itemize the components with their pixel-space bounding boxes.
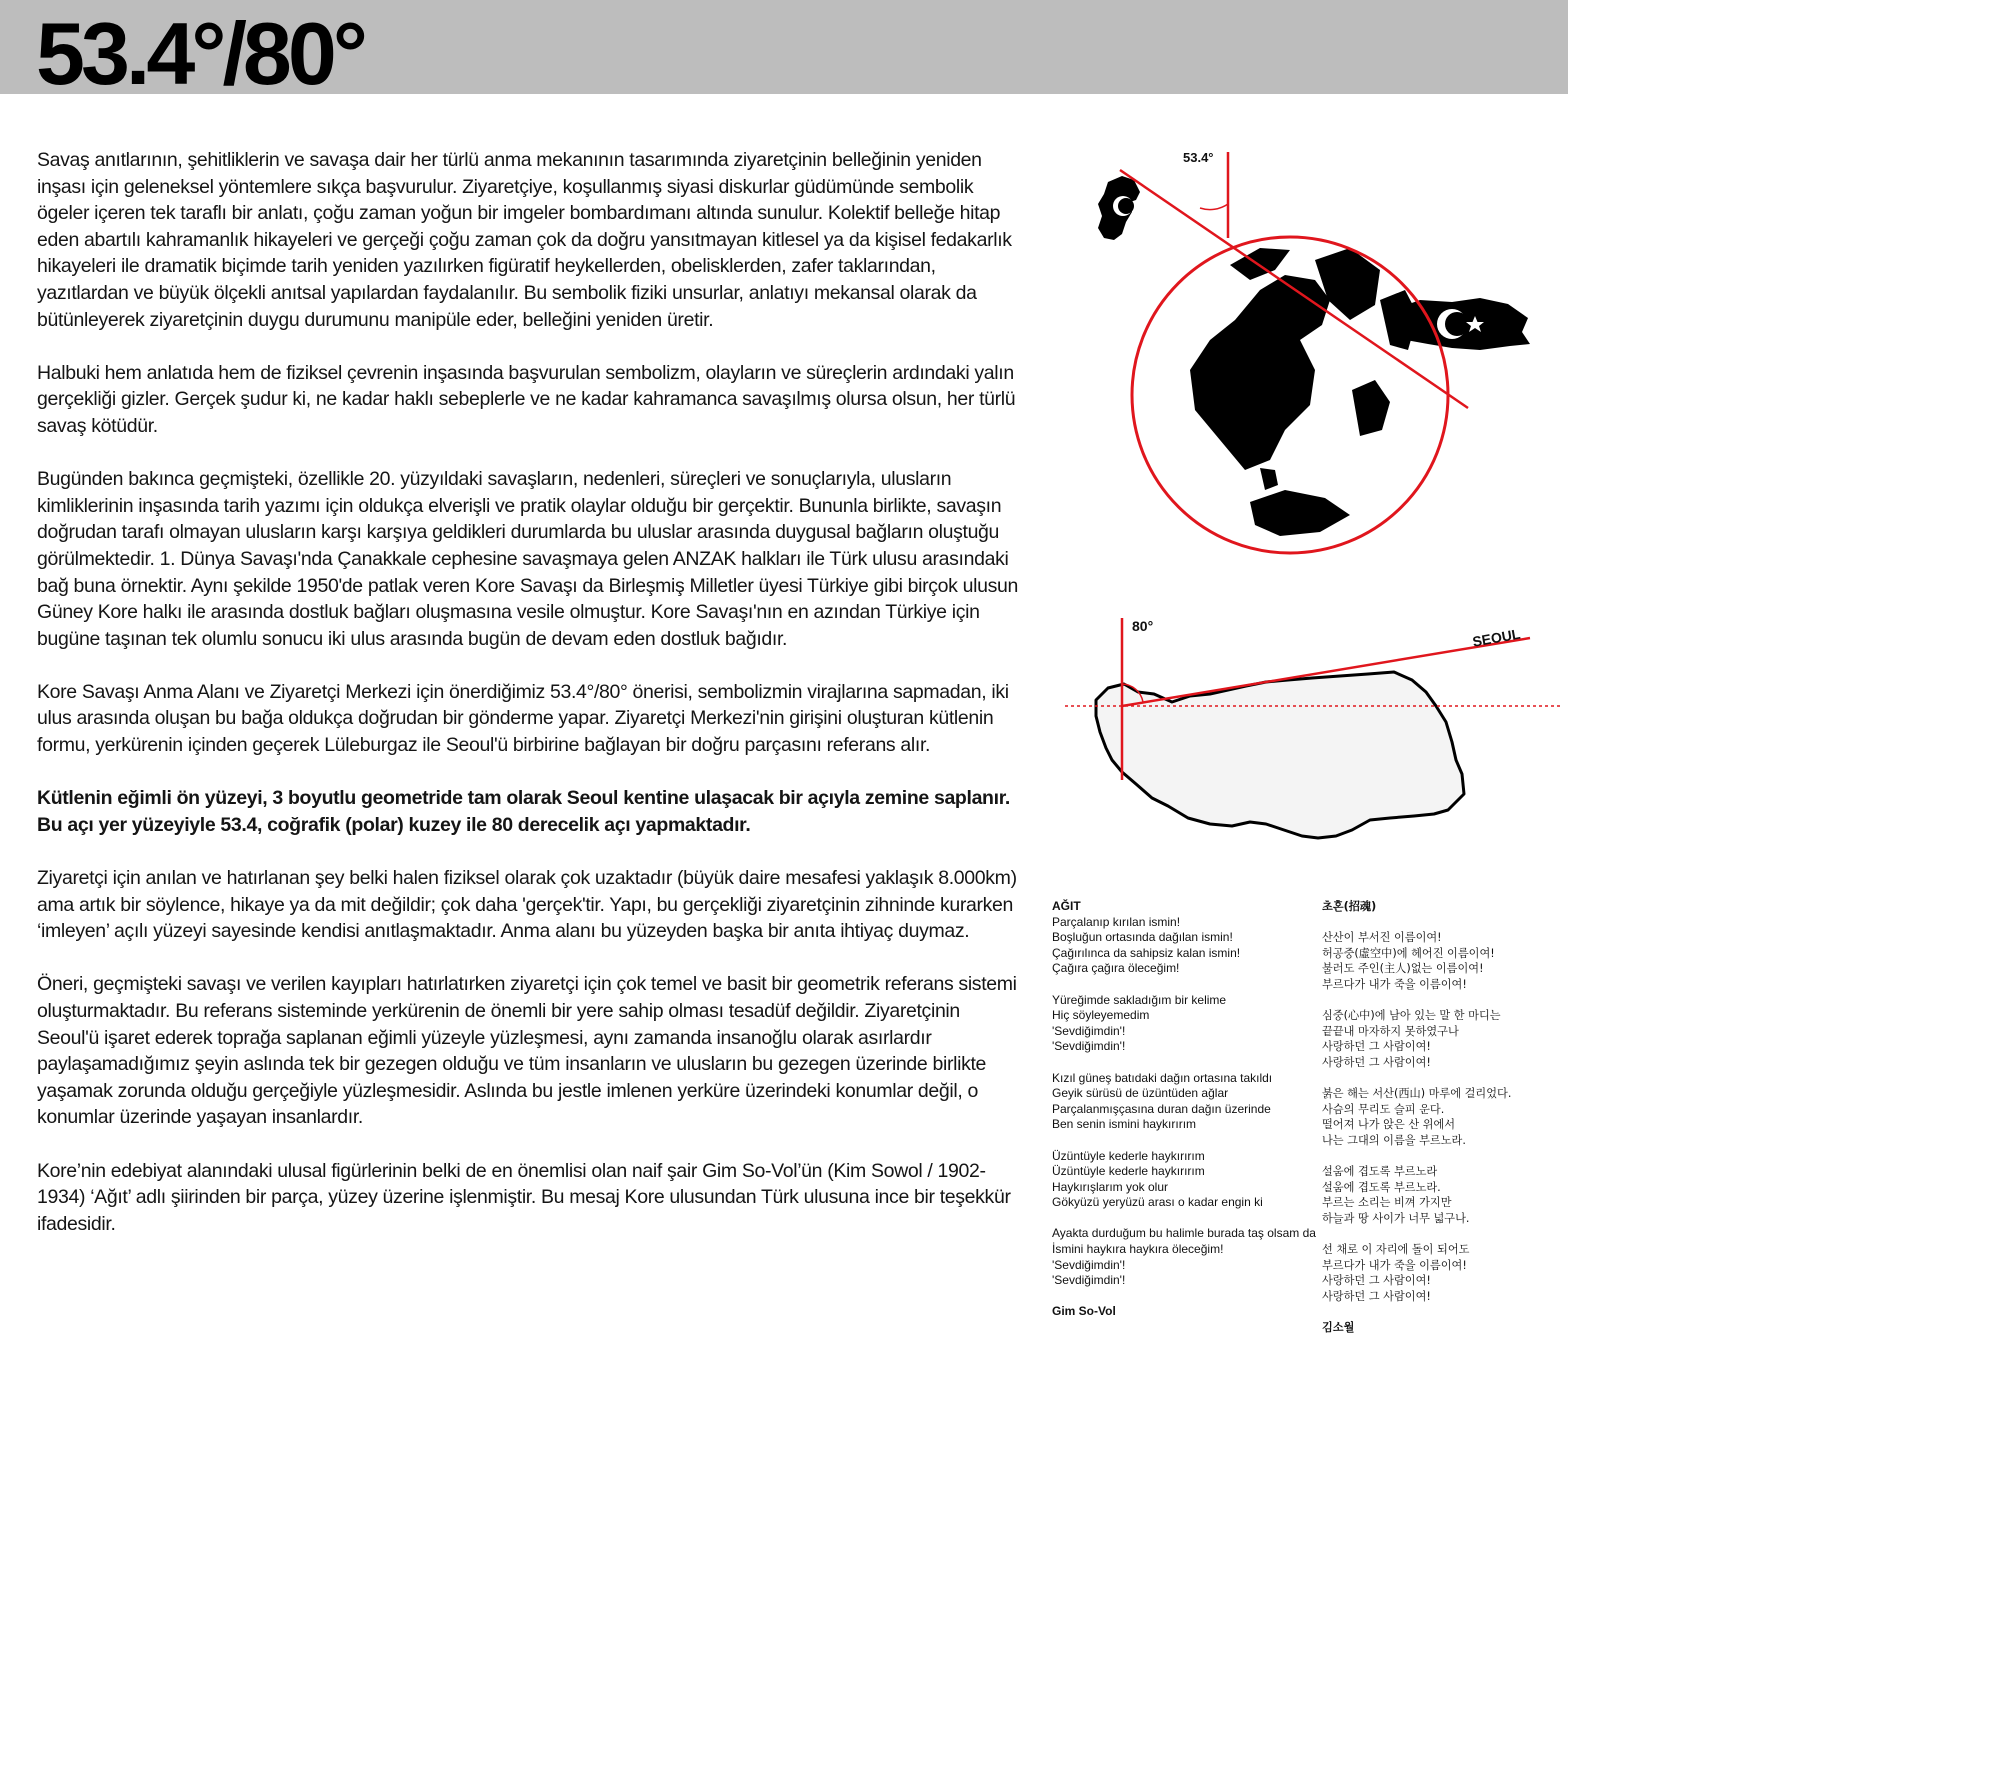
paragraph-6: Ziyaretçi için anılan ve hatırlanan şey belki halen fiziksel olarak çok uzaktadır (büyük daire mesafesi yaklaşık 8.000km) ama artık bir söylence, hikaye ya da mit değildir; çok daha 'gerçek'tir. Yapı, bu gerçekliği ziyaretçinin zihninde kurarken ‘imleyen’ açılı yüzeyi sayesinde kendisi anıtlaşmaktadır. Anma alanı bu yüzeyden başka bir anıta ihtiyaç duymaz. [37,867,1017,943]
poem-line: 사랑하던 그 사람이여! [1322,1274,1431,1288]
poem-line: 부르다가 내가 죽을 이름이여! [1322,1258,1467,1272]
poem-line: 부르다가 내가 죽을 이름이여! [1322,977,1467,991]
poem-stanza [1322,1164,1562,1226]
poem-stanza [1322,1008,1562,1070]
poem-line: Üzüntüyle kederle haykırırım [1052,1164,1205,1179]
page-title: 53.4°/80° [36,4,364,103]
poem-line: 'Sevdiğimdin'! [1052,1257,1126,1272]
poem-line: 사슴의 무리도 슬피 운다. [1322,1102,1445,1116]
poem-line: 사랑하던 그 사람이여! [1322,1040,1431,1054]
poem-line: 하늘과 땅 사이가 너무 넓구나. [1322,1211,1470,1225]
poem-line: Parçalanıp kırılan ismin! [1052,914,1181,929]
globe-diagram [1060,140,1560,560]
poem-stanza [1322,1086,1562,1148]
poem-line: 설움에 겹도록 부르노라 [1322,1165,1438,1179]
poem-line: 나는 그대의 이름을 부르노라. [1322,1133,1466,1147]
poem-stanza [1052,993,1332,1055]
poem-line: 떨어져 나가 앉은 산 위에서 [1322,1118,1456,1132]
paragraph-1: Savaş anıtlarının, şehitliklerin ve savaşa dair her türlü anma mekanının tasarımında ziyaretçinin belleğinin yeniden inşası için geleneksel yöntemlere sıkça başvurulur. Ziyaretçiye, koşullanmış siyasi diskurlar güdümünde sembolik ögeler içeren tek taraflı bir anlatı, çoğu zaman yoğun bir imgeler bombardımanı altında sunulur. Kolektif belleğe hitap eden abartılı kahramanlık hikayeleri ve gerçeği çoğu zaman çok da doğru yansıtmayan kitlesel ya da kişisel fedakarlık hikayeleri ile dramatik biçimde tarih yeniden yazılırken figüratif heykellerden, obelisklerden, zafer taklarından, yazıtlardan ve büyük ölçekli anıtsal yapılardan faydalanılır. Bu sembolik fiziki unsurlar, anlatıyı mekansal olarak da bütünleyerek ziyaretçinin duygu durumunu manipüle eder, belleğini yeniden üretir. [37,149,1012,331]
poem-line: 산산이 부서진 이름이여! [1322,931,1442,945]
paragraph-7: Öneri, geçmişteki savaşı ve verilen kayıpları hatırlatırken ziyaretçi için çok temel ve basit bir geometrik referans sistemi oluşturmaktadır. Bu referans sisteminde yerkürenin de önemli bir yere sahip olması tesadüf değildir. Ziyaretçinin Seoul'ü işaret ederek toprağa saplanan eğimli yüzeyle yüzleşmesi, aynı zamanda insanoğlu olarak asırlardır paylaşamadığımız şeyin aslında tek bir gezegen olduğu ve tüm insanların ve ulusların bu gezegen üzerinde birlikte yaşamak zorunda olduğu gerçeğiyle yüzleşmesidir. Aslında bu jestle imlenen yerküre üzerindeki konumlar değil, o konumlar üzerinde yaşayan insanlardır. [37,973,1017,1129]
poem-turkish [1052,899,1332,1320]
poem-stanza [1052,1071,1332,1133]
paragraph-2: Halbuki hem anlatıda hem de fiziksel çevrenin inşasında başvurulan sembolizm, olayların ve süreçlerin ardındaki yalın gerçekliği gizler. Gerçek şudur ki, ne kadar haklı sebeplerle ve ne kadar kahramanca savaşılmış olursa olsun, her türlü savaş kötüdür. [37,361,1016,437]
poem-stanza [1052,1226,1332,1288]
poem-line: Ben senin ismini haykırırım [1052,1117,1197,1132]
poem-stanza [1322,1242,1562,1304]
poem-line: 사랑하던 그 사람이여! [1322,1289,1431,1303]
poem-line: İsmini haykıra haykıra öleceğim! [1052,1242,1224,1257]
poem-line: Ayakta durduğum bu halimle burada taş olsam da [1052,1226,1316,1241]
paragraph-4: Kore Savaşı Anma Alanı ve Ziyaretçi Merkezi için önerdiğimiz 53.4°/80° önerisi, sembolizmin virajlarına sapmadan, iki ulus arasında oluşan bu bağa oldukça doğrudan bir gönderme yapar. Ziyaretçi Merkezi'nin girişini oluşturan kütlenin formu, yerkürenin içinden geçerek Lüleburgaz ile Seoul'ü birbirine bağlayan bir doğru parçasını referans alır. [37,680,1009,757]
turkey-map-diagram [1060,610,1560,860]
poem-line: Kızıl güneş batıdaki dağın ortasına takıldı [1052,1070,1273,1085]
poem-author: 김소월 [1322,1321,1355,1335]
poem-line: Yüreğimde sakladığım bir kelime [1052,992,1227,1007]
poem-line: Hiç söyleyemedim [1052,1008,1150,1023]
poem-line: 불러도 주인(主人)없는 이름이여! [1322,962,1484,976]
korea-silhouette [1098,176,1140,240]
poem-line: Geyik sürüsü de üzüntüden ağlar [1052,1086,1229,1101]
poem-stanza [1322,930,1562,992]
poem-line: 'Sevdiğimdin'! [1052,1023,1126,1038]
poem-line: 허공중(虛空中)에 헤어진 이름이여! [1322,946,1495,960]
poem-stanza [1052,1149,1332,1211]
angle-arc [1200,204,1228,210]
angle-label-53: 53.4° [1183,150,1214,165]
turkey-outline [1096,672,1464,838]
poem-line: Çağıra çağıra öleceğim! [1052,961,1180,976]
poem-line: Gökyüzü yeryüzü arası o kadar engin ki [1052,1195,1263,1210]
angle-label-80: 80° [1132,618,1154,634]
poem-title: AĞIT [1052,899,1081,913]
poem-line: 붉은 해는 서산(西山) 마루에 걸리었다. [1322,1087,1512,1101]
poem-title: 초혼(招魂) [1322,900,1377,913]
poem-korean [1322,899,1562,1336]
poem-line: 사랑하던 그 사람이여! [1322,1055,1431,1069]
globe-earth [1132,237,1448,553]
poem-line: 심중(心中)에 남아 있는 말 한 마디는 [1322,1009,1501,1023]
poem-stanza [1052,915,1332,977]
poem-line: Parçalanmışçasına duran dağın üzerinde [1052,1101,1271,1116]
body-text [37,147,1022,1264]
paragraph-3: Bugünden bakınca geçmişteki, özellikle 20. yüzyıldaki savaşların, nedenleri, süreçleri ve sonuçlarıyla, ulusların kimliklerinin inşasında tarih yazımı için oldukça elverişli ve pratik olaylar olduğu bir gerçektir. Bununla birlikte, savaşın doğrudan tarafı olmayan ulusların karşı karşıya geldikleri durumlarda bu uluslar arasında duygusal bağların oluştuğu görülmektedir. 1. Dünya Savaşı'nda Çanakkale cephesine savaşmaya gelen ANZAK halkları ile Türk ulusu arasındaki bağ buna örnektir. Aynı şekilde 1950'de patlak veren Kore Savaşı da Birleşmiş Milletler üyesi Türkiye gibi birçok ulusun Güney Kore halkı ile arasında dostluk bağları oluşmasına vesile olmuştur. Kore Savaşı'nın en azından Türkiye için bugüne taşınan tek olumlu sonucu iki ulus arasında bugün de devam eden dostluk bağıdır. [37,468,1018,650]
poem-line: 'Sevdiğimdin'! [1052,1273,1126,1288]
poem-line: 부르는 소리는 비껴 가지만 [1322,1196,1452,1210]
poem-line: 'Sevdiğimdin'! [1052,1039,1126,1054]
poem-author: Gim So-Vol [1052,1304,1116,1319]
poem-line: 끝끝내 마자하지 못하였구나 [1322,1024,1459,1038]
paragraph-8: Kore’nin edebiyat alanındaki ulusal figürlerinin belki de en önemlisi olan naif şair Gim So-Vol’ün (Kim Sowol / 1902-1934) ‘Ağıt’ adlı şiirinden bir parça, yüzey üzerine işlenmiştir. Bu mesaj Kore ulusundan Türk ulusuna ince bir teşekkür ifadesidir. [37,1159,1011,1235]
seoul-label: SEOUL [1471,625,1522,650]
paragraph-5-bold: Kütlenin eğimli ön yüzeyi, 3 boyutlu geometride tam olarak Seoul kentine ulaşacak bir açıyla zemine saplanır. Bu açı yer yüzeyiyle 53.4, coğrafik (polar) kuzey ile 80 derecelik açı yapmaktadır. [37,787,1010,836]
poem-line: Boşluğun ortasında dağılan ismin! [1052,930,1233,945]
poem-line: 설움에 겹도록 부르노라. [1322,1180,1441,1194]
poem-line: Üzüntüyle kederle haykırırım [1052,1148,1205,1163]
poem-line: Çağırılınca da sahipsiz kalan ismin! [1052,945,1241,960]
poem-line: Haykırışlarım yok olur [1052,1179,1169,1194]
poem-line: 선 채로 이 자리에 돌이 되어도 [1322,1243,1470,1257]
